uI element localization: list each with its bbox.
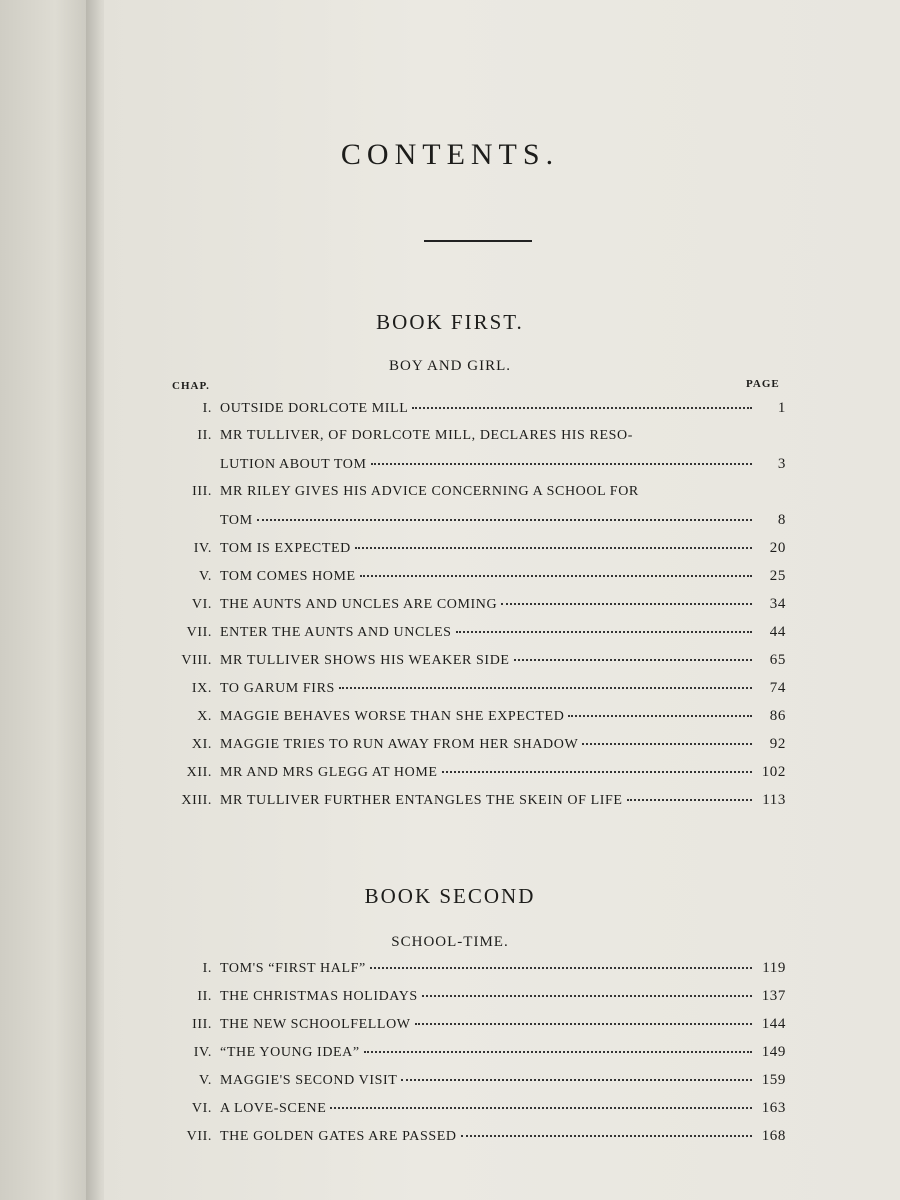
dot-leader	[257, 519, 752, 521]
toc-entry-line	[120, 596, 786, 620]
dot-leader	[442, 771, 752, 773]
dot-leader	[339, 687, 752, 689]
chapter-number: XII.	[186, 765, 212, 780]
chapter-title: “THE YOUNG IDEA”	[220, 1045, 360, 1060]
chapter-title: THE CHRISTMAS HOLIDAYS	[220, 989, 418, 1004]
dot-leader	[371, 463, 753, 465]
chapter-number: V.	[198, 1073, 212, 1088]
chapter-title: MR AND MRS GLEGG AT HOME	[220, 765, 438, 780]
book-first-subtitle: BOY AND GIRL.	[388, 358, 512, 374]
page-number: 113	[762, 792, 786, 808]
dot-leader	[627, 799, 752, 801]
chapter-number: XIII.	[181, 793, 212, 808]
facing-page	[0, 0, 92, 1200]
dot-leader	[501, 603, 752, 605]
chapter-number: II.	[197, 428, 212, 443]
page-number: 86	[769, 708, 786, 724]
toc-entry-line	[120, 764, 786, 788]
dot-leader	[401, 1079, 752, 1081]
page-number: 92	[769, 736, 786, 752]
dot-leader	[461, 1135, 752, 1137]
toc-entry-line	[120, 456, 786, 480]
book-second-subtitle: SCHOOL-TIME.	[391, 934, 509, 950]
chapter-number: IV.	[193, 1045, 212, 1060]
page-number: 168	[761, 1128, 786, 1144]
dot-leader	[370, 967, 752, 969]
chapter-number: X.	[197, 709, 212, 724]
chapter-title: OUTSIDE DORLCOTE MILL	[220, 401, 409, 416]
page-number: 1	[777, 400, 786, 416]
chapter-title: MR TULLIVER, OF DORLCOTE MILL, DECLARES HIS RESO-	[220, 428, 633, 443]
toc-entry-line	[120, 624, 786, 648]
dot-leader	[514, 659, 752, 661]
chapter-title: TO GARUM FIRS	[220, 681, 335, 696]
chapter-title: MAGGIE'S SECOND VISIT	[220, 1073, 398, 1088]
book-first-title: BOOK FIRST.	[376, 310, 524, 334]
toc-entry-line	[120, 568, 786, 592]
chapter-number: IX.	[191, 681, 212, 696]
chapter-number: VI.	[191, 597, 212, 612]
dot-leader	[422, 995, 752, 997]
page-label: PAGE	[746, 378, 780, 390]
title-rule	[424, 240, 532, 242]
page-number: 25	[769, 568, 786, 584]
chapter-title: MAGGIE TRIES TO RUN AWAY FROM HER SHADOW	[220, 737, 579, 752]
dot-leader	[364, 1051, 752, 1053]
chapter-number: I.	[202, 401, 212, 416]
contents-title: CONTENTS.	[340, 138, 560, 171]
book-second-title: BOOK SECOND	[364, 884, 536, 908]
toc-entry-line	[120, 428, 786, 452]
toc-entry-line	[120, 484, 786, 508]
toc-entry-line	[120, 512, 786, 536]
toc-entry-line	[120, 960, 786, 984]
page-number: 74	[769, 680, 786, 696]
page-number: 102	[761, 764, 786, 780]
chapter-title: LUTION ABOUT TOM	[220, 457, 367, 472]
chapter-number: V.	[198, 569, 212, 584]
dot-leader	[582, 743, 752, 745]
dot-leader	[330, 1107, 752, 1109]
dot-leader	[456, 631, 752, 633]
page-number: 159	[761, 1072, 786, 1088]
chapter-title: MAGGIE BEHAVES WORSE THAN SHE EXPECTED	[220, 709, 565, 724]
page-number: 137	[761, 988, 786, 1004]
toc-entry-line	[120, 988, 786, 1012]
page-number: 44	[769, 624, 786, 640]
chapter-number: II.	[197, 989, 212, 1004]
page-number: 149	[761, 1044, 786, 1060]
chap-label: CHAP.	[172, 380, 210, 392]
toc-entry-line	[120, 680, 786, 704]
chapter-title: TOM'S “FIRST HALF”	[220, 961, 366, 976]
chapter-number: I.	[202, 961, 212, 976]
dot-leader	[360, 575, 752, 577]
page-number: 163	[761, 1100, 786, 1116]
dot-leader	[568, 715, 752, 717]
toc-entry-line	[120, 400, 786, 424]
page-number: 20	[769, 540, 786, 556]
chapter-number: III.	[192, 1017, 212, 1032]
chapter-number: VI.	[191, 1101, 212, 1116]
page-number: 3	[777, 456, 786, 472]
chapter-title: TOM IS EXPECTED	[220, 541, 351, 556]
toc-entry-line	[120, 1128, 786, 1152]
chapter-title: ENTER THE AUNTS AND UNCLES	[220, 625, 452, 640]
toc-entry-line	[120, 1100, 786, 1124]
chapter-title: MR RILEY GIVES HIS ADVICE CONCERNING A SCHOOL FOR	[220, 484, 639, 499]
toc-entry-line	[120, 1016, 786, 1040]
chapter-title: THE GOLDEN GATES ARE PASSED	[220, 1129, 457, 1144]
page-number: 34	[769, 596, 786, 612]
chapter-number: VII.	[186, 625, 212, 640]
chapter-title: MR TULLIVER FURTHER ENTANGLES THE SKEIN OF LIFE	[220, 793, 623, 808]
chapter-title: A LOVE-SCENE	[220, 1101, 327, 1116]
page-number: 144	[761, 1016, 786, 1032]
chapter-title: TOM	[220, 513, 253, 528]
toc-entry-line	[120, 1044, 786, 1068]
toc-entry-line	[120, 736, 786, 760]
page-number: 65	[769, 652, 786, 668]
toc-entry-line	[120, 792, 786, 816]
chapter-title: THE NEW SCHOOLFELLOW	[220, 1017, 411, 1032]
chapter-number: III.	[192, 484, 212, 499]
toc-entry-line	[120, 540, 786, 564]
chapter-number: VII.	[186, 1129, 212, 1144]
chapter-number: XI.	[191, 737, 212, 752]
toc-entry-line	[120, 708, 786, 732]
chapter-title: THE AUNTS AND UNCLES ARE COMING	[220, 597, 498, 612]
chapter-number: IV.	[193, 541, 212, 556]
chapter-number: VIII.	[181, 653, 212, 668]
dot-leader	[412, 407, 752, 409]
page-number: 119	[762, 960, 786, 976]
dot-leader	[355, 547, 752, 549]
toc-entry-line	[120, 652, 786, 676]
chapter-title: TOM COMES HOME	[220, 569, 356, 584]
toc-entry-line	[120, 1072, 786, 1096]
dot-leader	[415, 1023, 752, 1025]
page-number: 8	[777, 512, 786, 528]
chapter-title: MR TULLIVER SHOWS HIS WEAKER SIDE	[220, 653, 510, 668]
